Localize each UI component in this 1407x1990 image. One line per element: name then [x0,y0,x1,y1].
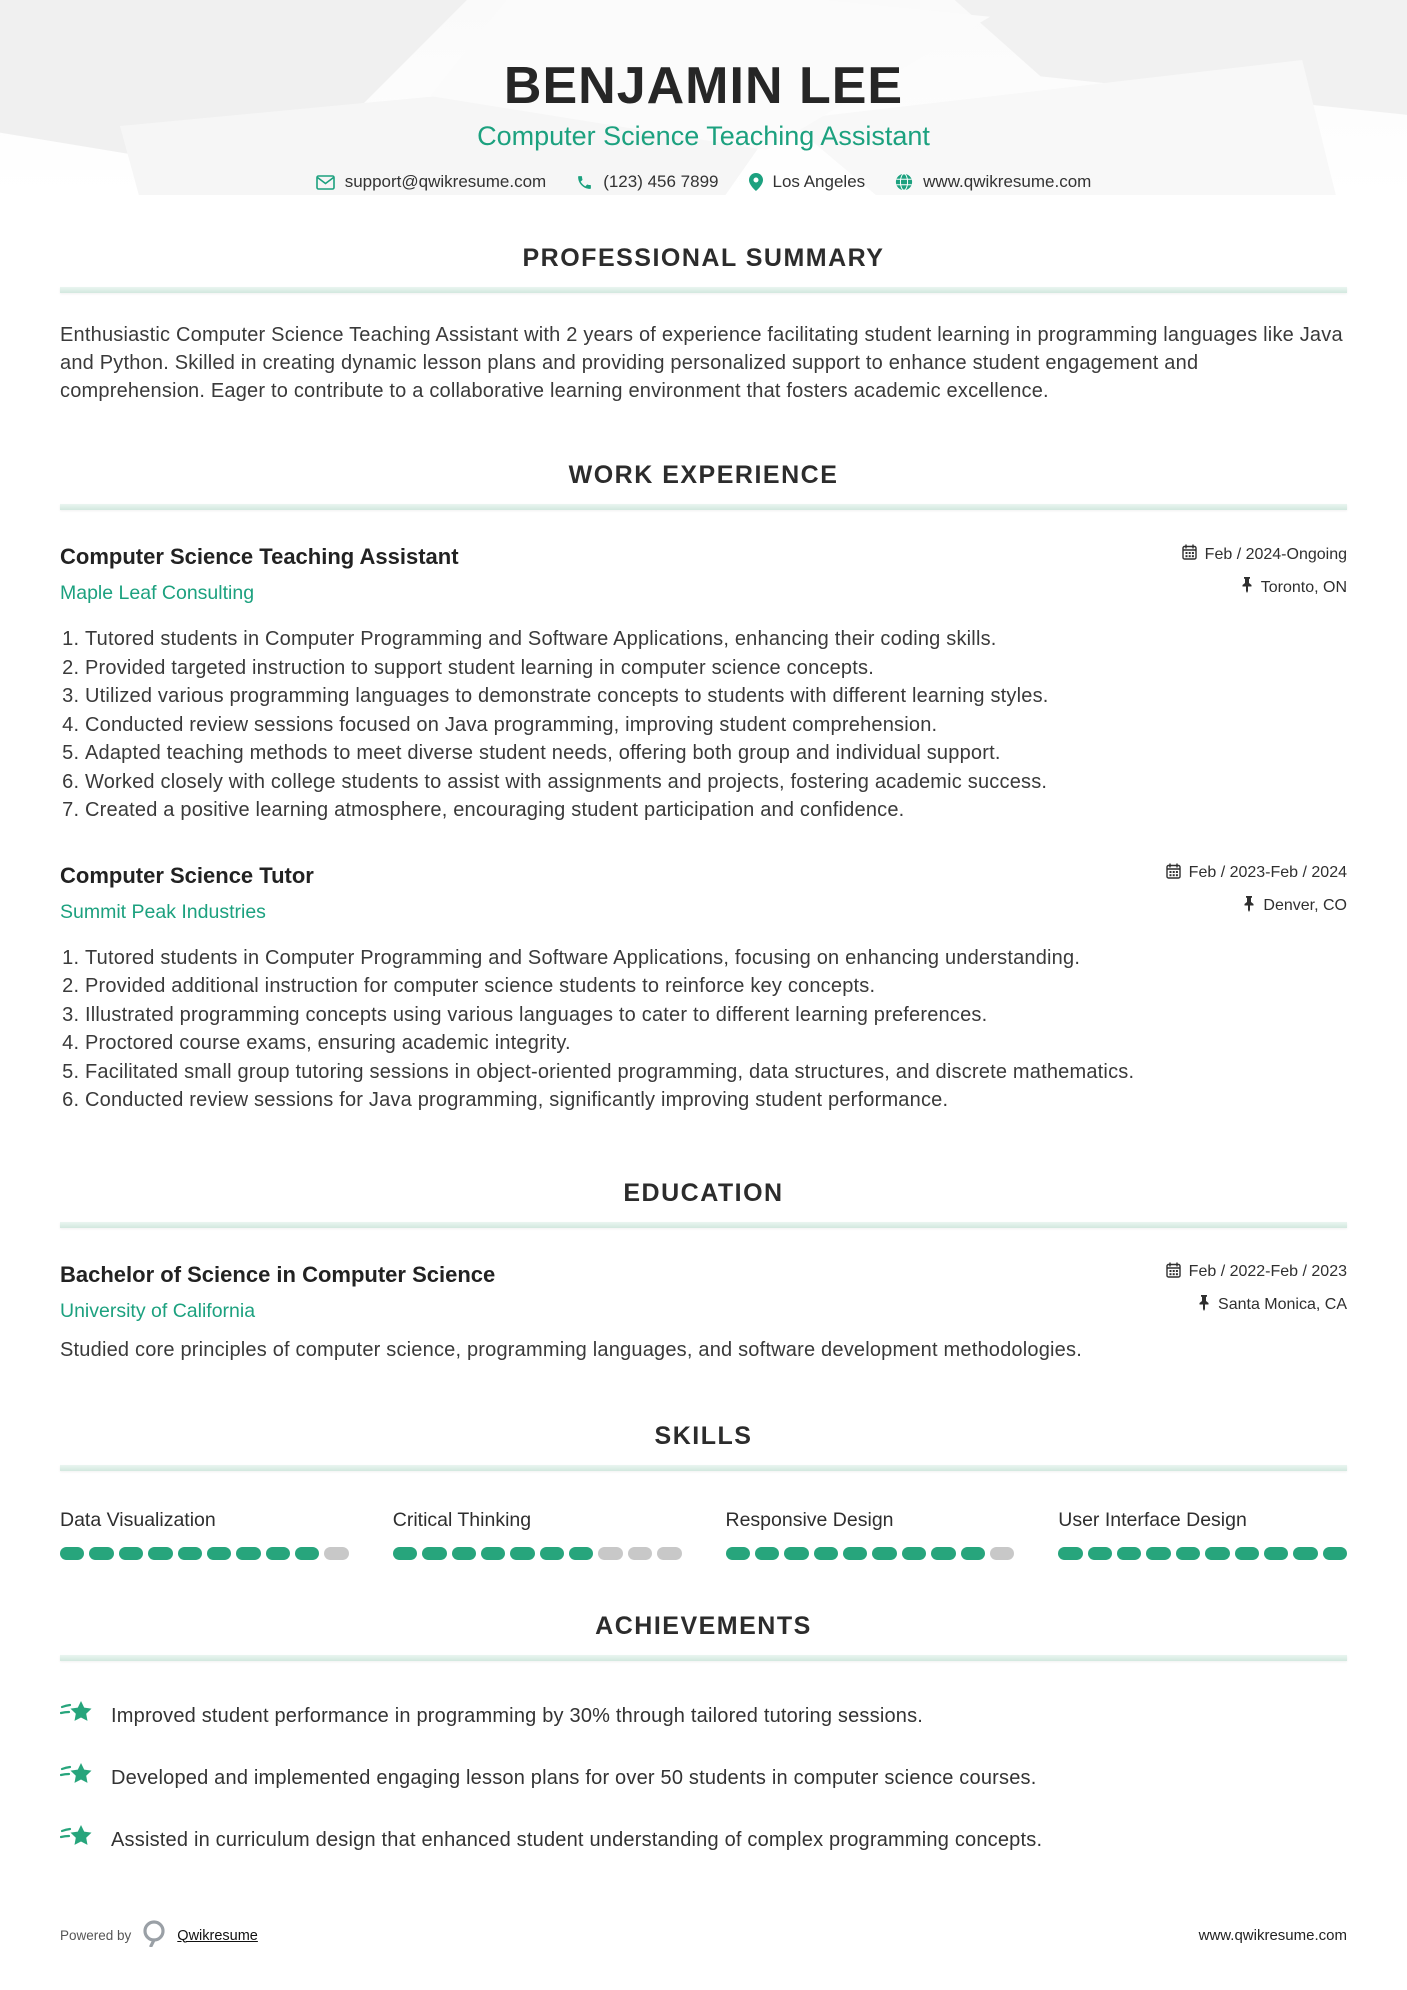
job-bullet-list [60,944,1347,1115]
powered-by-label: Powered by [60,1928,132,1943]
phone-icon [576,174,593,191]
job-meta [1166,863,1347,917]
contact-email-text: support@qwikresume.com [344,172,547,192]
candidate-job-title: Computer Science Teaching Assistant [477,121,930,152]
contact-row [60,172,1347,192]
skill-segment [961,1547,985,1560]
contact-location-text: Los Angeles [772,172,866,192]
achievement-text: Improved student performance in programming by 30% through tailored tutoring sessions. [111,1704,924,1727]
job-location [1182,577,1347,598]
skill-level-bar [393,1547,682,1560]
job-bullet: 1. Tutored students in Computer Programming and Software Applications, enhancing their coding skills. [85,625,1347,654]
achievement-text: Developed and implemented engaging lesson plans for over 50 students in computer science courses. [111,1766,1037,1789]
job-bullet: 7. Created a positive learning atmosphere, encouraging student participation and confidence. [85,796,1347,825]
skill-segment [598,1547,622,1560]
job-dates [1166,863,1347,884]
qwikresume-link[interactable]: Qwikresume [177,1927,258,1944]
contact-website[interactable] [895,172,1091,192]
skill-segment [1058,1547,1082,1560]
section-divider [60,1222,1347,1228]
skill-segment [902,1547,926,1560]
skill-segment [207,1547,231,1560]
skill-item [1058,1509,1347,1560]
education-entry [60,1262,1347,1362]
skill-segment [1117,1547,1141,1560]
job-bullet: 3. Utilized various programming languages to demonstrate concepts to students with different learning styles. [85,682,1347,711]
skill-segment [569,1547,593,1560]
job-bullet: 4. Conducted review sessions focused on Java programming, improving student comprehension. [85,711,1347,740]
summary-heading: PROFESSIONAL SUMMARY [522,244,885,273]
section-divider [60,1655,1347,1661]
shooting-star-icon [60,1761,93,1796]
skill-name: User Interface Design [1058,1508,1247,1531]
education-location-text: Santa Monica, CA [1218,1296,1347,1314]
skill-segment [60,1547,84,1560]
job-bullet: 2. Provided targeted instruction to support student learning in computer science concepts. [85,654,1347,683]
calendar-icon [1166,863,1181,884]
job-title-company [60,863,314,924]
education-description: Studied core principles of computer science, programming languages, and software development methodologies. [60,1338,1082,1361]
job-entry [60,544,1347,825]
skill-segment [726,1547,750,1560]
skill-segment [510,1547,534,1560]
job-location-text: Toronto, ON [1260,578,1347,596]
education-dates-text: Feb / 2022-Feb / 2023 [1188,1263,1347,1281]
job-location [1166,896,1347,917]
shooting-star-icon [60,1823,93,1858]
skill-segment [1235,1547,1259,1560]
skill-segment [89,1547,113,1560]
contact-location [749,172,866,192]
skill-segment [1264,1547,1288,1560]
school-name: University of California [60,1299,256,1322]
achievements-heading: ACHIEVEMENTS [595,1611,812,1640]
skill-segment [324,1547,348,1560]
job-bullet: 3. Illustrated programming concepts using various languages to cater to different learning preferences. [85,1001,1347,1030]
footer [60,1919,1347,1952]
skill-segment [784,1547,808,1560]
degree-school [60,1262,495,1323]
job-entry [60,863,1347,1115]
skill-name: Responsive Design [725,1508,894,1531]
education-location [1166,1295,1347,1316]
job-bullet: 6. Conducted review sessions for Java programming, significantly improving student performance. [85,1086,1347,1115]
achievements-list [60,1699,1347,1858]
skill-segment [295,1547,319,1560]
job-bullet: 4. Proctored course exams, ensuring academic integrity. [85,1029,1347,1058]
skill-item [726,1509,1015,1560]
skill-segment [393,1547,417,1560]
degree-title: Bachelor of Science in Computer Science [60,1261,496,1287]
achievement-text: Assisted in curriculum design that enhanced student understanding of complex programming concepts. [111,1828,1043,1851]
skill-item [60,1509,349,1560]
contact-website-text: www.qwikresume.com [923,172,1092,192]
skill-segment [481,1547,505,1560]
education-meta [1166,1262,1347,1316]
skills-heading: SKILLS [654,1421,753,1450]
calendar-icon [1166,1262,1181,1283]
skill-segment [1323,1547,1347,1560]
skill-segment [422,1547,446,1560]
job-bullet: 2. Provided additional instruction for computer science students to reinforce key concepts. [85,972,1347,1001]
job-dates-text: Feb / 2024-Ongoing [1204,545,1347,563]
skills-grid [60,1509,1347,1560]
pushpin-icon [1243,896,1255,917]
job-meta [1182,544,1347,598]
skill-segment [148,1547,172,1560]
skill-segment [178,1547,202,1560]
skill-segment [1088,1547,1112,1560]
job-bullet: 5. Facilitated small group tutoring sessions in object-oriented programming, data structures, and discrete mathematics. [85,1058,1347,1087]
skill-name: Critical Thinking [392,1508,532,1531]
skill-segment [1293,1547,1317,1560]
pushpin-icon [1241,577,1253,598]
achievement-item [60,1761,1347,1796]
skill-segment [1146,1547,1170,1560]
job-bullet-list [60,625,1347,825]
skill-segment [628,1547,652,1560]
job-location-text: Denver, CO [1263,897,1347,915]
envelope-icon [316,175,335,190]
skill-segment [990,1547,1014,1560]
footer-website[interactable]: www.qwikresume.com [1198,1927,1347,1944]
skill-segment [266,1547,290,1560]
education-heading: EDUCATION [623,1178,784,1207]
education-dates [1166,1262,1347,1283]
skill-segment [1176,1547,1200,1560]
skill-item [393,1509,682,1560]
achievement-item [60,1823,1347,1858]
shooting-star-icon [60,1699,93,1734]
skill-segment [843,1547,867,1560]
map-pin-icon [749,173,763,191]
skill-segment [872,1547,896,1560]
skill-segment [540,1547,564,1560]
job-title: Computer Science Tutor [60,862,314,888]
job-title-company [60,544,459,605]
job-company: Maple Leaf Consulting [60,582,255,605]
skill-segment [931,1547,955,1560]
summary-text: Enthusiastic Computer Science Teaching Assistant with 2 years of experience facilitating student learning in programming languages like Java and Python. Skilled in creating dynamic lesson plans and providing personalized support to enhance student engagement and comprehension. Eager to contribute to a collaborative learning environment that fosters academic excellence. [60,324,1343,403]
skill-segment [755,1547,779,1560]
globe-icon [895,173,913,191]
job-bullet: 5. Adapted teaching methods to meet diverse student needs, offering both group and individual support. [85,739,1347,768]
section-divider [60,504,1347,510]
candidate-name: BENJAMIN LEE [503,57,904,115]
qwikresume-logo-icon [141,1919,167,1952]
skill-level-bar [1058,1547,1347,1560]
contact-phone-text: (123) 456 7899 [603,172,719,192]
skill-segment [1205,1547,1229,1560]
skill-segment [452,1547,476,1560]
contact-phone[interactable] [576,172,718,192]
calendar-icon [1182,544,1197,565]
pushpin-icon [1198,1295,1210,1316]
job-bullet: 1. Tutored students in Computer Programming and Software Applications, focusing on enhancing understanding. [85,944,1347,973]
achievement-item [60,1699,1347,1734]
job-dates-text: Feb / 2023-Feb / 2024 [1188,864,1347,882]
skill-segment [119,1547,143,1560]
job-title: Computer Science Teaching Assistant [60,544,459,570]
contact-email[interactable] [316,172,547,192]
section-divider [60,1465,1347,1471]
skill-segment [236,1547,260,1560]
skill-segment [814,1547,838,1560]
skill-level-bar [60,1547,349,1560]
skill-segment [657,1547,681,1560]
job-bullet: 6. Worked closely with college students to assist with assignments and projects, fostering academic success. [85,768,1347,797]
skill-level-bar [726,1547,1015,1560]
experience-heading: WORK EXPERIENCE [568,461,839,490]
section-divider [60,287,1347,293]
job-company: Summit Peak Industries [60,900,266,923]
skill-name: Data Visualization [60,1508,216,1531]
job-dates [1182,544,1347,565]
